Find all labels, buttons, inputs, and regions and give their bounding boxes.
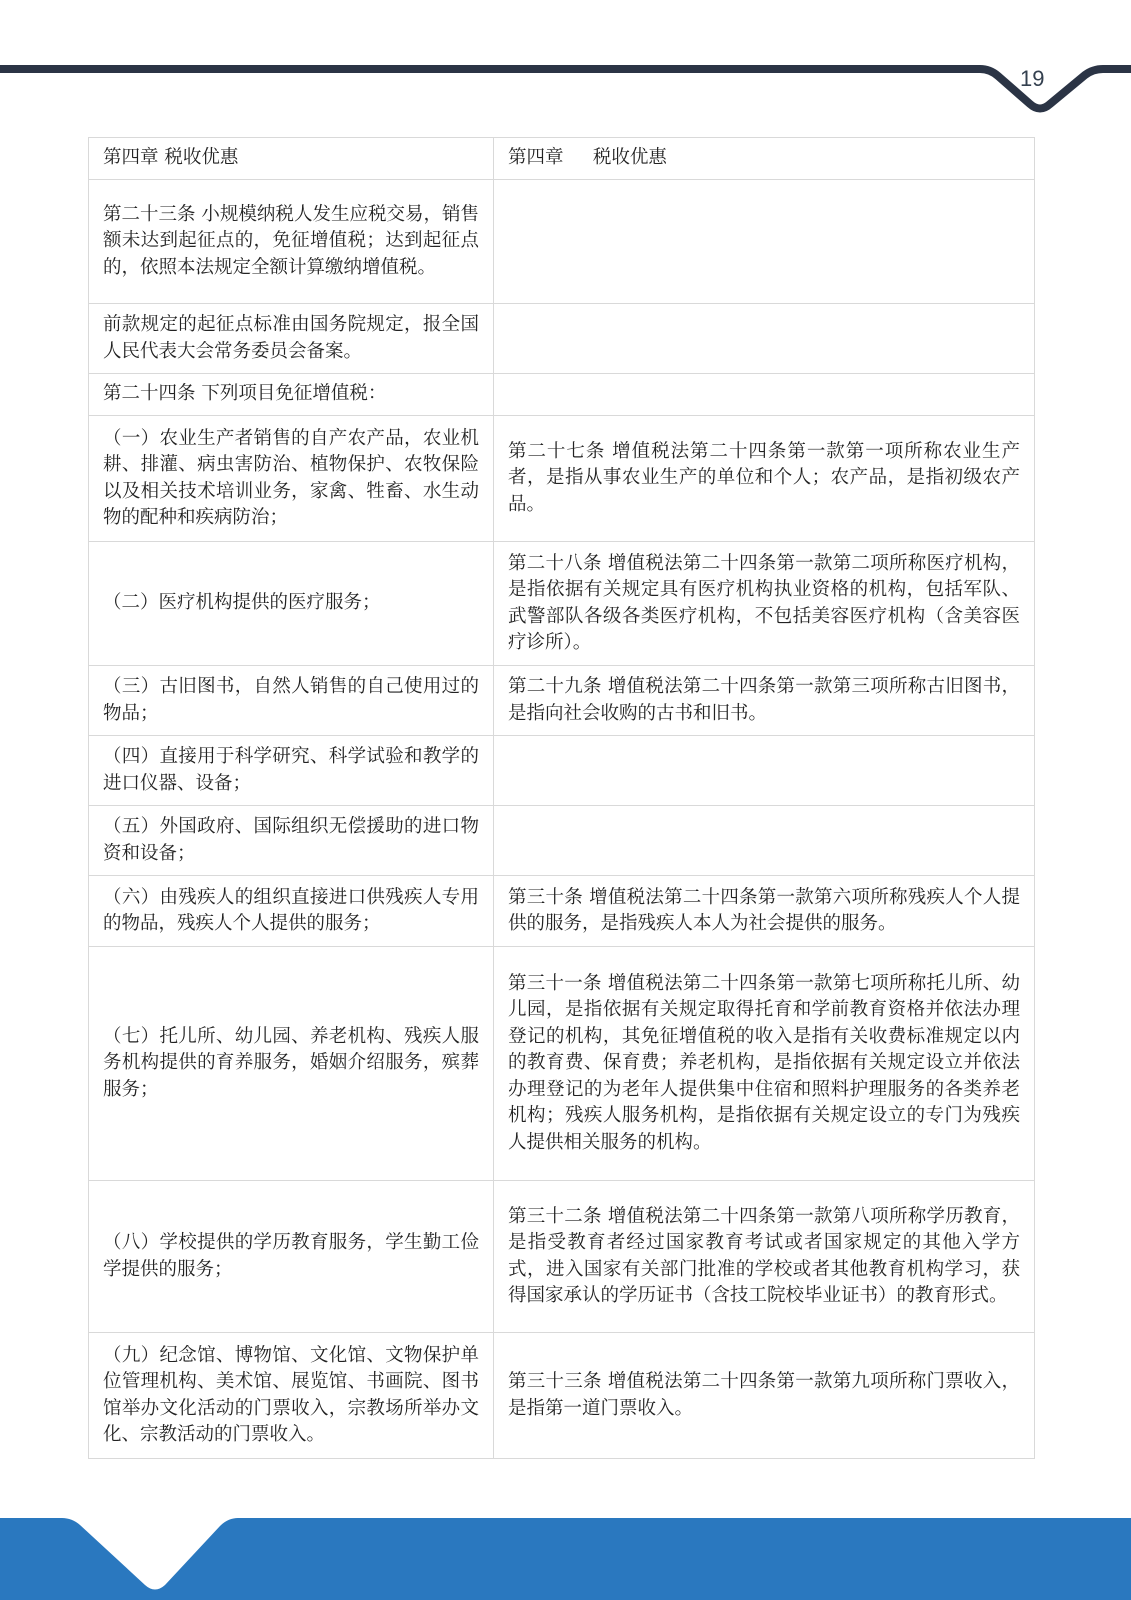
left-cell: （二）医疗机构提供的医疗服务； xyxy=(89,542,494,666)
right-cell xyxy=(494,304,1035,374)
table-row xyxy=(89,876,1035,947)
table-row xyxy=(89,304,1035,374)
right-cell xyxy=(494,806,1035,876)
table-row xyxy=(89,138,1035,180)
header-line xyxy=(0,69,1131,109)
table-row xyxy=(89,180,1035,304)
table-row xyxy=(89,947,1035,1181)
right-cell: 第四章 税收优惠 xyxy=(494,138,1035,180)
left-cell: （九）纪念馆、博物馆、文化馆、文物保护单位管理机构、美术馆、展览馆、书画院、图书馆举办文化活动的门票收入，宗教场所举办文化、宗教活动的门票收入。 xyxy=(89,1333,494,1459)
right-cell: 第三十条 增值税法第二十四条第一款第六项所称残疾人个人提供的服务，是指残疾人本人为社会提供的服务。 xyxy=(494,876,1035,947)
regulation-comparison-table xyxy=(88,137,1035,1459)
table-row xyxy=(89,416,1035,542)
left-cell: （四）直接用于科学研究、科学试验和教学的进口仪器、设备； xyxy=(89,736,494,806)
left-cell: 第四章 税收优惠 xyxy=(89,138,494,180)
table-row xyxy=(89,736,1035,806)
left-cell: 第二十三条 小规模纳税人发生应税交易，销售额未达到起征点的，免征增值税；达到起征点的，依照本法规定全额计算缴纳增值税。 xyxy=(89,180,494,304)
left-cell: （一）农业生产者销售的自产农产品，农业机耕、排灌、病虫害防治、植物保护、农牧保险以及相关技术培训业务，家禽、牲畜、水生动物的配种和疾病防治； xyxy=(89,416,494,542)
left-cell: 第二十四条 下列项目免征增值税： xyxy=(89,374,494,416)
table-row xyxy=(89,806,1035,876)
left-cell: （八）学校提供的学历教育服务，学生勤工俭学提供的服务； xyxy=(89,1181,494,1333)
header-decoration xyxy=(0,0,1131,130)
footer-decoration xyxy=(0,1512,1131,1600)
table-row xyxy=(89,1333,1035,1459)
left-cell: （七）托儿所、幼儿园、养老机构、残疾人服务机构提供的育养服务，婚姻介绍服务，殡葬服务； xyxy=(89,947,494,1181)
right-cell: 第三十一条 增值税法第二十四条第一款第七项所称托儿所、幼儿园，是指依据有关规定取得托育和学前教育资格并依法办理登记的机构，其免征增值税的收入是指有关收费标准规定以内的教育费、保育费；养老机构，是指依据有关规定设立并依法办理登记的为老年人提供集中住宿和照料护理服务的各类养老机构；残疾人服务机构，是指依据有关规定设立的专门为残疾人提供相关服务的机构。 xyxy=(494,947,1035,1181)
table-row xyxy=(89,374,1035,416)
right-cell xyxy=(494,374,1035,416)
left-cell: 前款规定的起征点标准由国务院规定，报全国人民代表大会常务委员会备案。 xyxy=(89,304,494,374)
right-cell: 第三十二条 增值税法第二十四条第一款第八项所称学历教育，是指受教育者经过国家教育考试或者国家规定的其他入学方式，进入国家有关部门批准的学校或者其他教育机构学习，获得国家承认的学历证书（含技工院校毕业证书）的教育形式。 xyxy=(494,1181,1035,1333)
table-row xyxy=(89,542,1035,666)
right-cell: 第二十八条 增值税法第二十四条第一款第二项所称医疗机构，是指依据有关规定具有医疗机构执业资格的机构，包括军队、武警部队各级各类医疗机构，不包括美容医疗机构（含美容医疗诊所）。 xyxy=(494,542,1035,666)
right-cell: 第三十三条 增值税法第二十四条第一款第九项所称门票收入，是指第一道门票收入。 xyxy=(494,1333,1035,1459)
right-cell: 第二十七条 增值税法第二十四条第一款第一项所称农业生产者，是指从事农业生产的单位和个人；农产品，是指初级农产品。 xyxy=(494,416,1035,542)
right-cell xyxy=(494,180,1035,304)
left-cell: （五）外国政府、国际组织无偿援助的进口物资和设备； xyxy=(89,806,494,876)
table-row xyxy=(89,666,1035,736)
right-cell: 第二十九条 增值税法第二十四条第一款第三项所称古旧图书，是指向社会收购的古书和旧书。 xyxy=(494,666,1035,736)
page-number: 19 xyxy=(1020,66,1045,91)
footer-band xyxy=(0,1518,1131,1600)
table-row xyxy=(89,1181,1035,1333)
left-cell: （三）古旧图书，自然人销售的自己使用过的物品； xyxy=(89,666,494,736)
left-cell: （六）由残疾人的组织直接进口供残疾人专用的物品，残疾人个人提供的服务； xyxy=(89,876,494,947)
right-cell xyxy=(494,736,1035,806)
